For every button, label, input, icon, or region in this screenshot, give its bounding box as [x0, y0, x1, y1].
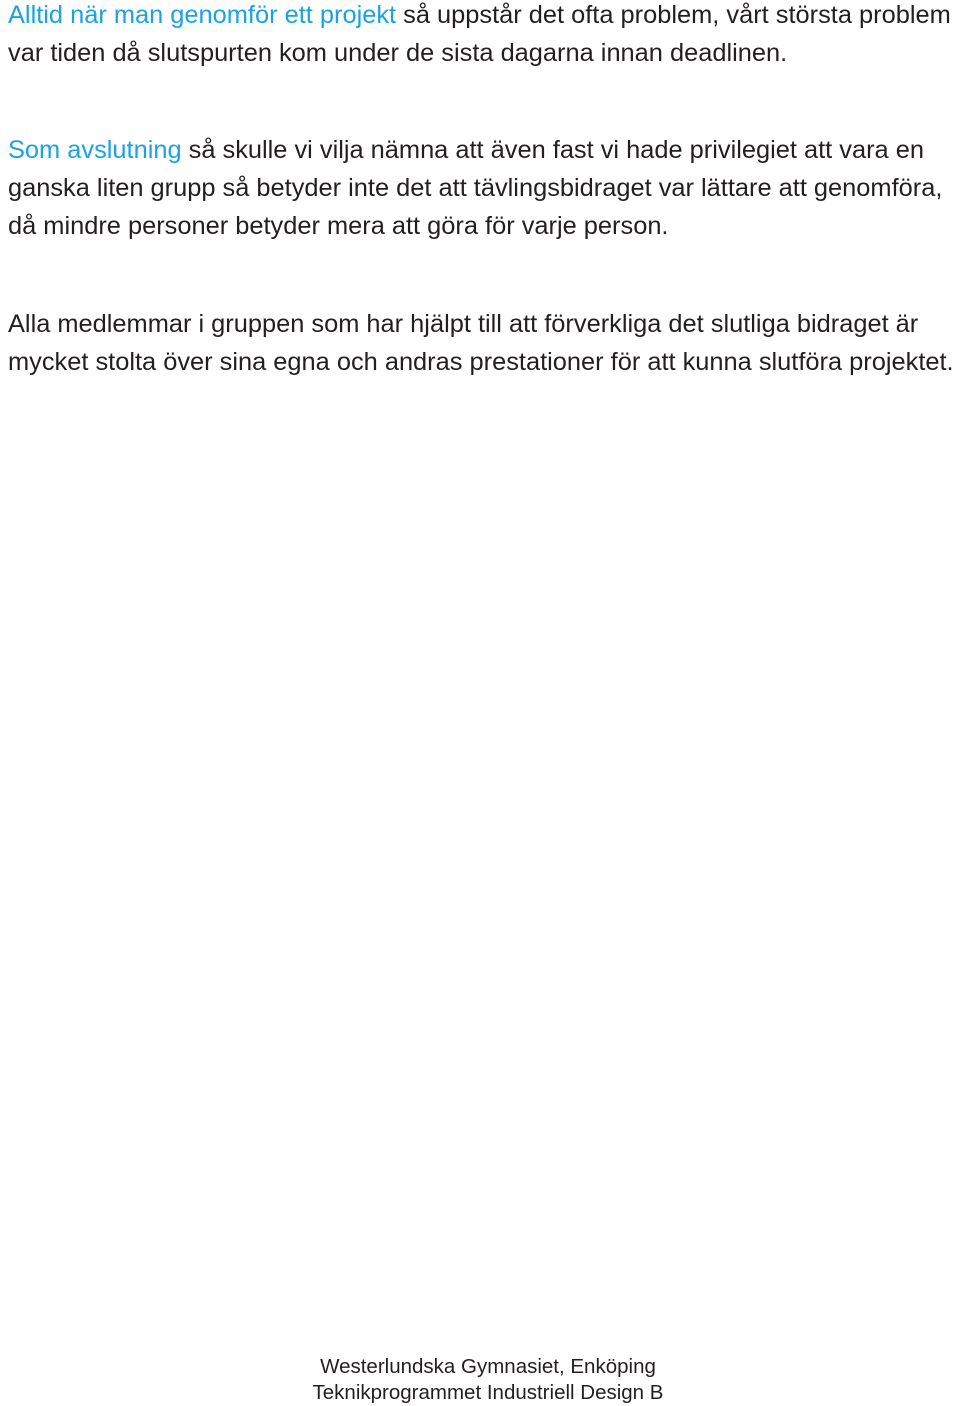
paragraph-text: Alla medlemmar i gruppen som har hjälpt till att förverkliga det slutliga bidraget är mycket stolta över sina egna och andras prestationer för att kunna slutföra projektet.	[8, 310, 954, 376]
paragraph-problems	[8, 0, 956, 72]
paragraph-members	[8, 305, 956, 381]
paragraph-lead-highlight: Som avslutning	[8, 136, 182, 164]
paragraph-conclusion	[8, 131, 956, 245]
paragraph-text: så uppstår det ofta problem, vårt största problem var tiden då slutspurten kom under de sista dagarna innan deadlinen.	[8, 1, 951, 67]
paragraph-text: så skulle vi vilja nämna att även fast vi hade privilegiet att vara en ganska liten grupp så betyder inte det att tävlingsbidraget var lättare att genomföra, då mindre personer betyder mera att göra för varje person.	[8, 136, 943, 240]
footer-program: Teknikprogrammet Industriell Design B	[312, 1381, 664, 1404]
footer-school: Westerlundska Gymnasiet, Enköping	[320, 1355, 656, 1378]
paragraph-lead-highlight: Alltid när man genomför ett projekt	[8, 1, 397, 29]
